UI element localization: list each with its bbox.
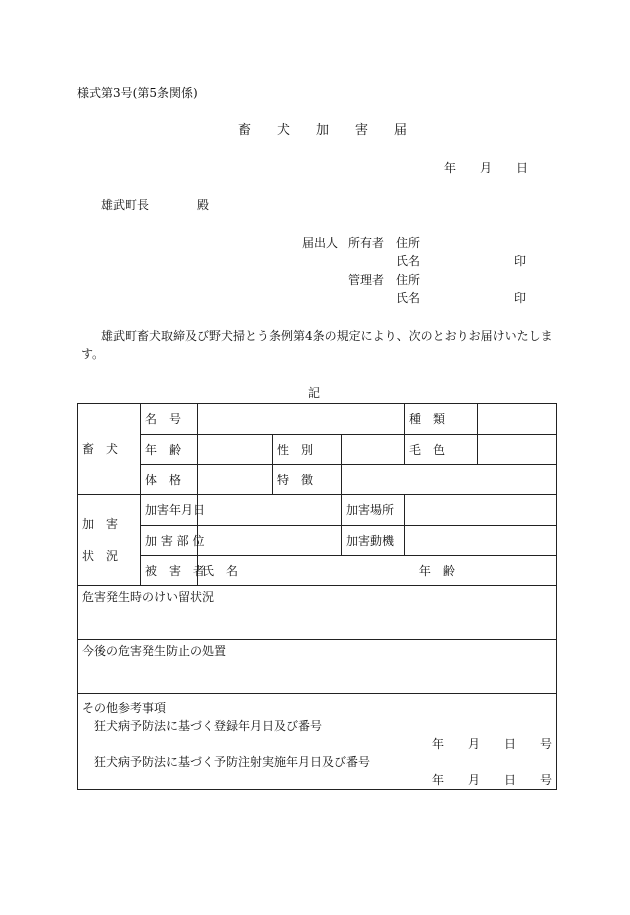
- dog-feature-label: 特 徴: [273, 465, 342, 495]
- harm-section-line1: 加 害: [82, 517, 119, 531]
- harm-place-field[interactable]: [405, 495, 557, 526]
- dog-coat-field[interactable]: [478, 435, 557, 465]
- victim-field[interactable]: [198, 556, 557, 586]
- dog-age-label: 年 齢: [141, 435, 198, 465]
- prevention-label: 今後の危害発生防止の処置: [82, 644, 227, 658]
- harm-motive-field[interactable]: [405, 526, 557, 556]
- dog-name-label: 名 号: [141, 404, 198, 435]
- submission-date: 年 月 日: [444, 161, 529, 175]
- body-text-line2: す。: [81, 347, 105, 361]
- restraint-field[interactable]: [78, 586, 557, 640]
- dog-feature-field[interactable]: [342, 465, 557, 495]
- body-text-line1: 雄武町畜犬取締及び野犬掃とう条例第4条の規定により、次のとおりお届けいたしま: [101, 329, 553, 343]
- manager-seal: 印: [514, 291, 527, 305]
- vaccination-date-no: 年 月 日 号: [431, 773, 552, 787]
- dog-name-field[interactable]: [198, 404, 405, 435]
- restraint-label: 危害発生時のけい留状況: [82, 590, 215, 604]
- dog-build-field[interactable]: [198, 465, 273, 495]
- manager-label: 管理者: [348, 273, 385, 287]
- registration-date-no: 年 月 日 号: [431, 737, 552, 751]
- harm-date-field[interactable]: [198, 495, 342, 526]
- victim-age-label: 年 齢: [418, 563, 455, 578]
- victim-label: 被 害 者: [141, 556, 198, 586]
- manager-address-label: 住所: [396, 273, 421, 287]
- other-notes-label: その他参考事項: [82, 701, 167, 715]
- form-number: 様式第3号(第5条関係): [77, 86, 198, 100]
- harm-date-label: 加害年月日: [141, 495, 198, 526]
- owner-name-label: 氏名: [396, 254, 421, 268]
- notification-table: [77, 403, 557, 790]
- dog-section-label: 畜 犬: [78, 404, 141, 495]
- dog-sex-label: 性 別: [273, 435, 342, 465]
- form-title: 畜 犬 加 害 届: [238, 123, 408, 138]
- owner-seal: 印: [514, 254, 527, 268]
- dog-age-field[interactable]: [198, 435, 273, 465]
- vaccination-label: 狂犬病予防法に基づく予防注射実施年月日及び番号: [94, 755, 371, 769]
- prevention-field[interactable]: [78, 640, 557, 694]
- harm-section-label: [78, 495, 141, 586]
- ki-label: 記: [308, 386, 321, 400]
- harm-section-line2: 状 況: [82, 549, 119, 563]
- other-notes-field[interactable]: [78, 694, 557, 790]
- notifier-label: 届出人: [302, 236, 339, 250]
- harm-motive-label: 加害動機: [342, 526, 405, 556]
- victim-name-label: 氏 名: [202, 563, 239, 578]
- dog-kind-field[interactable]: [478, 404, 557, 435]
- harm-place-label: 加害場所: [342, 495, 405, 526]
- harm-part-label: 加 害 部 位: [141, 526, 198, 556]
- manager-name-label: 氏名: [396, 291, 421, 305]
- dog-coat-label: 毛 色: [405, 435, 478, 465]
- owner-address-label: 住所: [396, 236, 421, 250]
- registration-label: 狂犬病予防法に基づく登録年月日及び番号: [94, 719, 323, 733]
- addressee: 雄武町長 殿: [101, 198, 210, 212]
- dog-kind-label: 種 類: [405, 404, 478, 435]
- dog-build-label: 体 格: [141, 465, 198, 495]
- harm-part-field[interactable]: [198, 526, 342, 556]
- dog-sex-field[interactable]: [342, 435, 405, 465]
- owner-label: 所有者: [348, 236, 385, 250]
